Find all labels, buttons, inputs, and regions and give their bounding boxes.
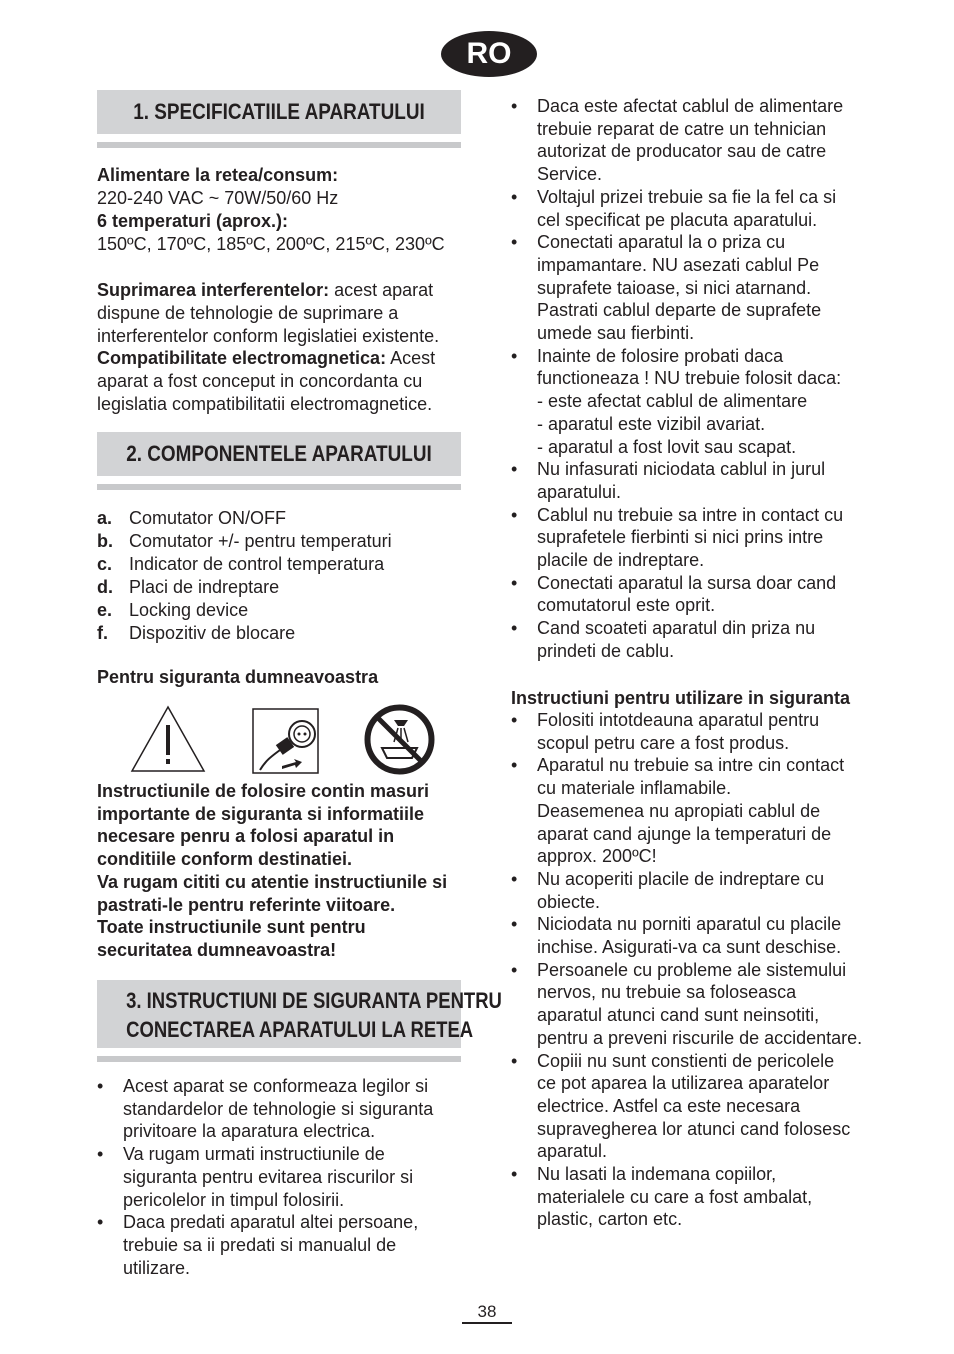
section-2-title: 2. COMPONENTELE APARATULUI <box>126 441 432 466</box>
bullet-icon: • <box>511 96 518 116</box>
bullet-icon: • <box>97 1212 104 1233</box>
interference-para <box>97 279 433 302</box>
bullet-line: aparatul atunci cand sunt neinsotiti, <box>537 1005 820 1026</box>
power-value: 220-240 VAC ~ 70W/50/60 Hz <box>97 188 339 208</box>
bullet-line: Cand scoateti aparatul din priza nu <box>537 618 816 639</box>
bullet-icon: • <box>511 710 518 730</box>
bullet-line: cel specificat pe placuta aparatului. <box>537 209 818 230</box>
bullet-line: pentru a preveni riscurile de accidentare. <box>537 1027 863 1048</box>
component-item <box>97 576 457 599</box>
bullet-line: pericolelor in timpul folosirii. <box>123 1189 345 1210</box>
bullet-line: Pastrati cablul departe de suprafete <box>537 300 822 321</box>
bullet-icon: • <box>511 1164 518 1185</box>
bullet-line: obiecte. <box>537 891 601 912</box>
components-list <box>97 507 457 645</box>
power-label: Alimentare la retea/consum: <box>97 165 339 185</box>
bullet-line: placile de indreptare. <box>537 550 705 571</box>
section-2-header <box>97 432 461 476</box>
bullet-item <box>511 959 881 1050</box>
bullet-item <box>511 458 881 503</box>
emc-para <box>97 347 435 370</box>
bullet-line: autorizat de producator sau de catre <box>537 141 827 162</box>
bullet-line: standardelor de tehnologie si siguranta <box>123 1098 434 1119</box>
component-item <box>97 553 457 576</box>
bullet-line: siguranta pentru evitarea riscurilor si <box>123 1166 414 1187</box>
bullet-line: ce pot aparea la utilizarea aparatelor <box>537 1073 830 1094</box>
left-bullet-list <box>97 1075 462 1279</box>
component-item <box>97 622 457 645</box>
bullet-icon: • <box>511 232 518 253</box>
bullet-line: aparatului. <box>537 481 622 502</box>
section-1-title: 1. SPECIFICATIILE APARATULUI <box>133 99 425 124</box>
bullet-line: Inainte de folosire probati daca <box>537 345 784 366</box>
bullet-item <box>511 1050 881 1164</box>
bullet-item <box>511 231 881 345</box>
bullet-line: Folositi intotdeauna aparatul pentru <box>537 710 820 730</box>
safety-title: Pentru siguranta dumneavoastra <box>97 667 379 687</box>
section-2-rule <box>97 484 461 490</box>
bullet-line: nervos, nu trebuie sa foloseasca <box>537 982 797 1003</box>
bullet-line: trebuie sa ii predati si manualul de <box>123 1234 397 1255</box>
section-3-title-line-2: CONECTAREA APARATULUI LA RETEA <box>126 1017 474 1042</box>
bullet-item <box>511 754 881 868</box>
bullet-line: scopul petru care a fost produs. <box>537 732 790 753</box>
bullet-line: inchise. Asigurati-va ca sunt deschise. <box>537 937 842 958</box>
component-label: Placi de indreptare <box>129 577 280 597</box>
bullet-line: Va rugam urmati instructiunile de <box>123 1144 385 1165</box>
bullet-icon: • <box>511 504 518 525</box>
bullet-line: Conectati aparatul la sursa doar cand <box>537 572 837 593</box>
bullet-line: Nu acoperiti placile de indreptare cu <box>537 868 825 889</box>
section-1-rule <box>97 142 461 148</box>
bullet-icon: • <box>511 1050 518 1071</box>
bullet-line: Niciodata nu porniti aparatul cu placile <box>537 914 842 935</box>
interference-text-2: dispune de tehnologie de suprimare a <box>97 303 399 323</box>
bullet-line: functioneaza ! NU trebuie folosit daca: <box>537 368 842 389</box>
component-key: a. <box>97 508 113 528</box>
bullet-line: plastic, carton etc. <box>537 1209 683 1230</box>
bullet-icon: • <box>511 459 518 480</box>
component-key: e. <box>97 600 113 620</box>
section-3-header <box>97 980 502 1048</box>
bullet-icon: • <box>97 1144 104 1165</box>
bullet-line: materialele cu care a fost ambalat, <box>537 1186 813 1207</box>
bullet-line: approx. 200ºC! <box>537 846 657 867</box>
bullet-icon: • <box>511 572 518 593</box>
bullet-line: prindeti de cablu. <box>537 640 675 661</box>
plug-socket-icon <box>252 708 319 774</box>
component-label: Dispozitiv de blocare <box>129 623 296 643</box>
bullet-line: aparat cand ajunge la temperaturi de <box>537 823 832 844</box>
right-subtitle: Instructiuni pentru utilizare in siguranta <box>511 688 851 708</box>
emc-label: Compatibilitate electromagnetica: <box>97 348 387 368</box>
bullet-line: Acest aparat se conformeaza legilor si <box>123 1076 429 1096</box>
safety-line: Va rugam cititi cu atentie instructiunile si <box>97 871 448 892</box>
bullet-item <box>511 572 881 617</box>
bullet-item <box>97 1075 462 1143</box>
bullet-item <box>511 345 881 459</box>
section-3-rule <box>97 1056 461 1062</box>
no-water-icon <box>364 704 435 775</box>
bullet-item <box>511 186 881 231</box>
bullet-line: Cablul nu trebuie sa intre in contact cu <box>537 504 844 525</box>
bullet-line: Service. <box>537 164 603 185</box>
component-label: Comutator ON/OFF <box>129 508 287 528</box>
safety-paragraph <box>97 780 447 962</box>
safety-line: securitatea dumneavoastra! <box>97 939 337 960</box>
bullet-icon: • <box>511 186 518 207</box>
bullet-line: Daca este afectat cablul de alimentare <box>537 96 844 116</box>
temps-value: 150ºC, 170ºC, 185ºC, 200ºC, 215ºC, 230ºC <box>97 234 445 254</box>
bullet-line: supravegherea lor atunci cand folosesc <box>537 1118 851 1139</box>
interference-text-3: interferentelor conform legislatiei existente. <box>97 326 440 346</box>
bullet-icon: • <box>511 959 518 980</box>
safety-line: Instructiunile de folosire contin masuri <box>97 781 430 801</box>
emc-text-1: Acest <box>386 348 436 368</box>
bullet-item <box>511 1163 881 1231</box>
bullet-line: aparatul. <box>537 1141 608 1162</box>
bullet-line: cu materiale inflamabile. <box>537 778 732 799</box>
component-item <box>97 507 457 530</box>
temps-label: 6 temperaturi (aprox.): <box>97 211 289 231</box>
bullet-item <box>511 913 881 958</box>
bullet-line: - aparatul a fost lovit sau scapat. <box>537 436 797 457</box>
bullet-icon: • <box>511 345 518 366</box>
bullet-item <box>511 617 881 662</box>
page-number: 38 <box>477 1302 497 1321</box>
bullet-line: Persoanele cu probleme ale sistemului <box>537 959 847 980</box>
bullet-line: privitoare la aparatura electrica. <box>123 1121 376 1142</box>
bullet-line: - este afectat cablul de alimentare <box>537 391 808 412</box>
bullet-icon: • <box>97 1076 104 1096</box>
bullet-line: Copiii nu sunt constienti de pericolele <box>537 1050 835 1071</box>
emc-text-2: aparat a fost conceput in concordanta cu <box>97 371 423 391</box>
bullet-icon: • <box>511 618 518 639</box>
component-label: Indicator de control temperatura <box>129 554 385 574</box>
bullet-line: Conectati aparatul la o priza cu <box>537 232 786 253</box>
bullet-item <box>511 709 881 754</box>
bullet-line: Voltajul prizei trebuie sa fie la fel ca si <box>537 186 837 207</box>
component-label: Locking device <box>129 600 249 620</box>
bullet-item <box>511 95 881 186</box>
warning-triangle-icon <box>130 705 206 773</box>
safety-line: pastrati-le pentru referinte viitoare. <box>97 894 396 915</box>
emc-text-3: legislatia compatibilitatii electromagnetice. <box>97 394 433 414</box>
component-key: f. <box>97 623 108 643</box>
bullet-line: trebuie reparat de catre un tehnician <box>537 118 827 139</box>
bullet-line: umede sau fierbinti. <box>537 323 695 344</box>
section-3-title-line-1: 3. INSTRUCTIUNI DE SIGURANTA PENTRU <box>126 988 502 1013</box>
component-label: Comutator +/- pentru temperaturi <box>129 531 392 551</box>
bullet-item <box>97 1143 462 1211</box>
component-key: c. <box>97 554 113 574</box>
interference-label: Suprimarea interferentelor: <box>97 280 330 300</box>
component-key: d. <box>97 577 113 597</box>
bullet-item <box>511 868 881 913</box>
bullet-line: - aparatul este vizibil avariat. <box>537 413 766 434</box>
safety-line: conditiile conform destinatiei. <box>97 849 353 870</box>
safety-line: importante de siguranta si informatiile <box>97 803 425 824</box>
component-key: b. <box>97 531 113 551</box>
language-badge: RO <box>441 31 537 77</box>
bullet-line: Nu lasati la indemana copiilor, <box>537 1164 777 1185</box>
bullet-item <box>97 1211 462 1279</box>
bullet-line: suprafetele fierbinti si nici prins intre <box>537 527 824 548</box>
bullet-icon: • <box>511 868 518 889</box>
component-item <box>97 530 457 553</box>
component-item <box>97 599 457 622</box>
bullet-line: utilizare. <box>123 1257 191 1278</box>
bullet-line: Daca predati aparatul altei persoane, <box>123 1212 419 1233</box>
bullet-line: Aparatul nu trebuie sa intre cin contact <box>537 755 845 776</box>
bullet-line: impamantare. NU asezati cablul Pe <box>537 254 820 275</box>
bullet-line: suprafete taioase, si nici atarnand. <box>537 277 812 298</box>
bullet-line: electrice. Astfel ca este necesara <box>537 1095 801 1116</box>
bullet-icon: • <box>511 755 518 776</box>
page-number-underline <box>462 1322 512 1324</box>
right-bullet-list-2 <box>511 709 881 1231</box>
section-1-header <box>97 90 461 134</box>
interference-text-1: acest aparat <box>329 280 434 300</box>
safety-line: Toate instructiunile sunt pentru <box>97 917 366 938</box>
bullet-item <box>511 504 881 572</box>
bullet-line: Nu infasurati niciodata cablul in jurul <box>537 459 826 480</box>
safety-line: necesare penru a folosi aparatul in <box>97 826 395 847</box>
bullet-icon: • <box>511 914 518 935</box>
bullet-line: comutatorul este oprit. <box>537 595 716 616</box>
right-bullet-list-1 <box>511 95 881 663</box>
bullet-line: Deasemenea nu apropiati cablul de <box>537 800 821 821</box>
